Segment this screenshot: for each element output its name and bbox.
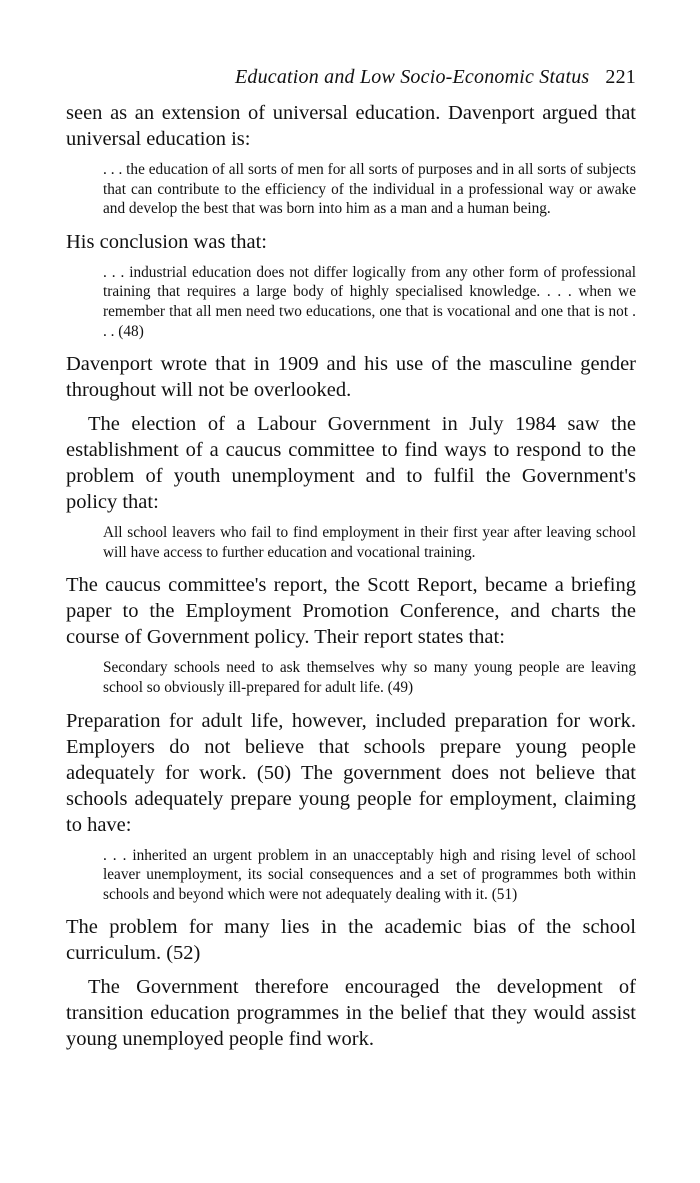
- running-head: [66, 64, 636, 90]
- page-number: 221: [605, 66, 636, 88]
- block-quote: . . . the education of all sorts of men for all sorts of purposes and in all sorts of subjects that can contribute to the efficiency of the individual in a professional way or awake and develop the best that was born into him as a man and a human being.: [103, 161, 636, 218]
- block-quote: . . . inherited an urgent problem in an unacceptably high and rising level of school leaver unemployment, its social consequences and a set of programmes both within schools and beyond which were not adequately dealing with it. (51): [103, 846, 636, 903]
- body-paragraph: The election of a Labour Government in July 1984 saw the establishment of a caucus committee to find ways to respond to the problem of youth unemployment and to fulfil the Government's policy that:: [66, 413, 636, 514]
- body-paragraph: Davenport wrote that in 1909 and his use of the masculine gender throughout will not be overlooked.: [66, 353, 636, 402]
- body-paragraph: The Government therefore encouraged the development of transition education programmes in the belief that they would assist young unemployed people find work.: [66, 976, 636, 1051]
- block-quote: All school leavers who fail to find employment in their first year after leaving school will have access to further education and vocational training.: [103, 524, 636, 561]
- block-quote: Secondary schools need to ask themselves why so many young people are leaving school so obviously ill-prepared for adult life. (49): [103, 659, 636, 696]
- body-paragraph: The problem for many lies in the academic bias of the school curriculum. (52): [66, 916, 636, 965]
- book-page: [66, 64, 636, 1060]
- body-paragraph: The caucus committee's report, the Scott Report, became a briefing paper to the Employment Promotion Conference, and charts the course of Government policy. Their report states that:: [66, 574, 636, 649]
- block-quote: . . . industrial education does not differ logically from any other form of professional training that requires a large body of highly specialised knowledge. . . . when we remember that all men need two educations, one that is vocational and one that is not . . . (48): [103, 263, 636, 340]
- body-paragraph: seen as an extension of universal education. Davenport argued that universal education is:: [66, 102, 636, 150]
- body-paragraph: Preparation for adult life, however, included preparation for work. Employers do not believe that schools prepare young people adequately for work. (50) The government does not believe that schools adequately prepare young people for employment, claiming to have:: [66, 709, 636, 836]
- running-title: Education and Low Socio-Economic Status: [234, 66, 590, 88]
- body-paragraph: His conclusion was that:: [66, 230, 267, 253]
